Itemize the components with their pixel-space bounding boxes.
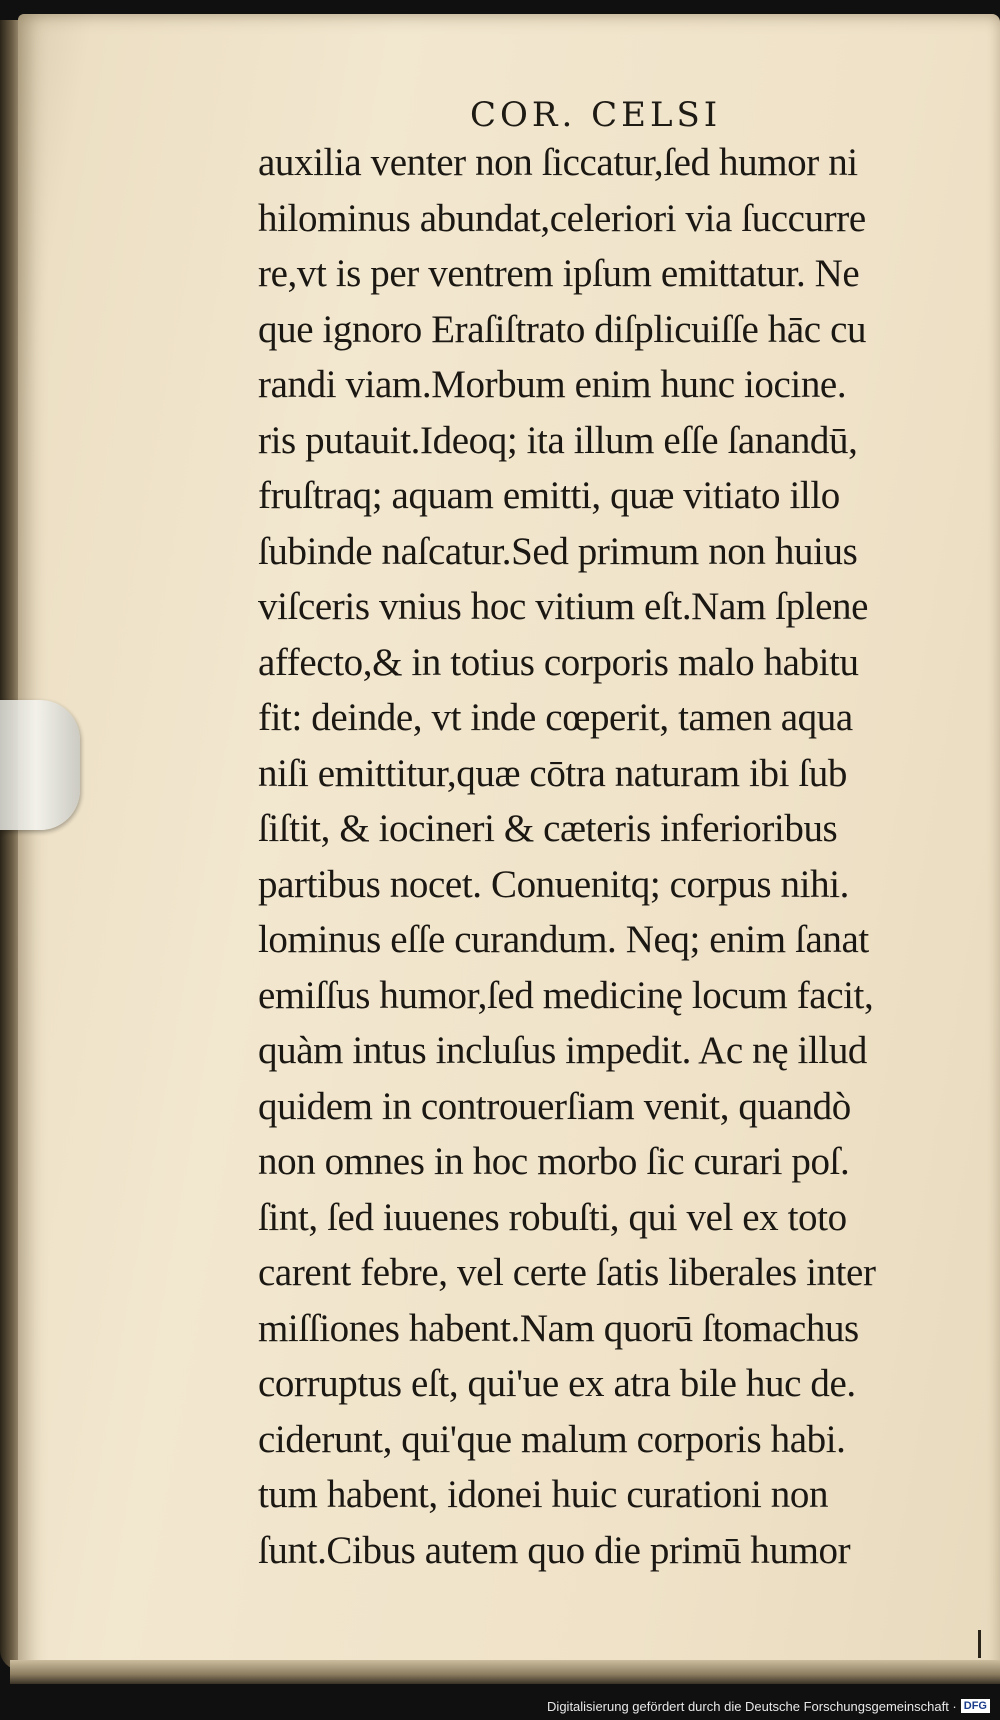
text-line: randi viam.Morbum enim hunc iocine.: [258, 363, 847, 406]
text-line: viſceris vnius hoc vitium eſt.Nam ſplene: [258, 585, 869, 628]
text-line: quidem in controuerſiam venit, quandò: [258, 1084, 851, 1128]
page-clip: [0, 700, 80, 830]
margin-mark: [978, 1630, 981, 1658]
text-line: carent febre, vel certe ſatis liberales inter: [258, 1251, 876, 1294]
text-line: non omnes in hoc morbo ſic curari poſ.: [258, 1140, 850, 1183]
text-line: que ignoro Eraſiſtrato diſplicuiſſe hāc cu: [258, 307, 867, 351]
digitization-footer: [547, 1696, 990, 1716]
text-line: fit: deinde, vt inde cœperit, tamen aqua: [258, 696, 853, 739]
text-line: ciderunt, qui'que malum corporis habi.: [258, 1417, 846, 1461]
text-line: re,vt is per ventrem ipſum emittatur. Ne: [258, 252, 860, 295]
footer-credit: Digitalisierung gefördert durch die Deutsche Forschungsgemeinschaft ·: [547, 1698, 957, 1714]
text-line: ris putauit.Ideoq; ita illum eſſe ſanandū,: [258, 418, 858, 462]
text-line: ſint, ſed iuuenes robuſti, qui vel ex toto: [258, 1195, 847, 1239]
text-line: lominus eſſe curandum. Neq; enim ſanat: [258, 918, 869, 961]
text-line: auxilia venter non ſiccatur,ſed humor ni: [258, 141, 858, 184]
text-line: partibus nocet. Conuenitq; corpus nihi.: [258, 862, 849, 906]
text-line: niſi emittitur,quæ cōtra naturam ibi ſub: [258, 751, 847, 795]
text-line: tum habent, idonei huic curationi non: [258, 1473, 829, 1516]
text-line: emiſſus humor,ſed medicinę locum facit,: [258, 973, 874, 1017]
text-line: quàm intus incluſus impedit. Ac nę illud: [258, 1029, 868, 1072]
text-line: ſunt.Cibus autem quo die primū humor: [258, 1528, 851, 1572]
text-line: corruptus eſt, qui'ue ex atra bile huc de.: [258, 1362, 856, 1405]
text-line: ſubinde naſcatur.Sed primum non huius: [258, 529, 858, 573]
text-line: fruſtraq; aquam emitti, quæ vitiato illo: [258, 474, 840, 517]
text-line: hilominus abundat,celeriori via ſuccurre: [258, 196, 866, 240]
text-line: ſiſtit, & iocineri & cæteris inferioribus: [258, 807, 838, 850]
text-line: miſſiones habent.Nam quorū ſtomachus: [258, 1306, 859, 1350]
text-line: affecto,& in totius corporis malo habitu: [258, 640, 859, 684]
running-header: COR. CELSI: [470, 95, 722, 135]
page-text: [258, 135, 958, 1578]
dfg-logo: DFG: [961, 1699, 990, 1713]
page-bottom-edge: [10, 1660, 1000, 1684]
